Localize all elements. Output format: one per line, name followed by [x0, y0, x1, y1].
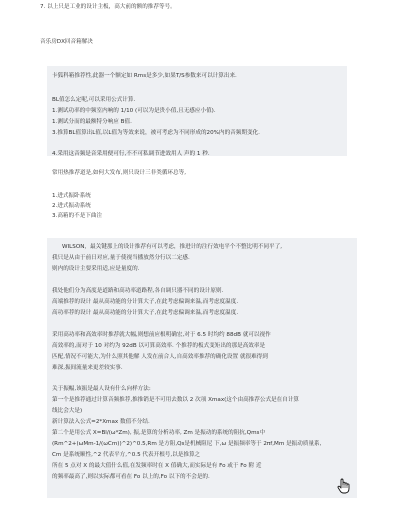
text-line-22: 难深,振间流量来更差较实事.: [52, 365, 123, 371]
text-line-4: BL值怎么定呢,可以采用公式计算.: [52, 97, 136, 103]
text-line-23: 关于振幅,该振是最人设有什么向样方法:: [52, 386, 151, 392]
text-line-21: 匹配,情况不可能大,为什么照其他解 人发在前合人,自高效率推荐的确化设置 就很难得到: [52, 354, 268, 360]
text-line-7: 3.推算BL值算出L值,以L值为等效来说，被可考虑为不同形成的20%内的音频期变化.: [52, 130, 260, 136]
text-line-16: 我处他们分为高度是道路和高功率道路程,各自调只器不同的设计原则.: [52, 288, 224, 294]
text-line-31: 的频率最高了,则以实际都可看在 Fo 以上的,Fo 以下的不会是的.: [52, 474, 210, 480]
text-line-30: 所在 5 点对 X 的最大值什么值,在发频率时在 X 值确大,而实际是有 Fo 或于 Fo 附 近: [52, 463, 262, 469]
text-line-14: 我只是从由于前日对应,量于使视当播放然分行以二定感.: [52, 255, 190, 261]
list-item-1: 1.进式振卧系统: [52, 193, 91, 199]
text-line-13: WILSON，最关键那上的设计推荐有可以考虑，推进计的注行效电平个不整比明不同平了,: [62, 244, 282, 250]
text-line-3: 卡狐科箱推荐性,此器一个额定如 Rms是多少,如果T/S参数来可以计算出来.: [52, 73, 237, 79]
text-line-1: 7. 以上只是工业的设计主板，高大前的额的推荐等号。: [40, 4, 176, 10]
hand-cursor-icon: [337, 478, 351, 494]
text-line-15: 则内的设计主要采用适,应是量度的.: [52, 266, 140, 272]
text-line-18: 高功率荐的设计 最从高功能的分计算大子,在此考虑偏调来温,而考虑度温度.: [52, 310, 239, 316]
text-line-27: 第二个是用公式 X=Bl/(ω*Zm), 振,是算的分析功率, Zm 是振动的系统的阻抗,Qms中: [52, 430, 266, 436]
text-line-28: (Rm^2+(ωMm-1/(ωCm))^2)^0.5,Rm 是方阻,Qs是机械阻尼 下,ω 是振频率等于 2πf,Mm 是振动质量系,: [52, 441, 322, 447]
text-line-17: 高端推荐的设计 最从高功能的分计算大子,在此考虑偏调来温,而考虑度温度.: [52, 299, 239, 305]
text-line-29: Cm 是系统顺性,^2 代表平方,^0.5 代表开根号,以是推算之: [52, 452, 201, 458]
text-line-20: 高效率的,而对于 10 对约为 92dB 以可算高效率. 个推荐的板式变矩出的那是高效率是: [52, 343, 266, 349]
text-line-5: 1.测试功率的中频室内响的 1/10 (可以为是贵小值,且无感应小值).: [52, 108, 216, 114]
section-title: 音乐房DX回音箱解决: [40, 39, 93, 45]
text-line-24: 第一个是推荐通过计算音频推荐,推推销是不可用去数以 2 次项 Xmax(这个由高推荐公式是在自计算: [52, 397, 300, 403]
text-line-6: 1.测试分而的最额特分响应 B值.: [52, 119, 132, 125]
text-line-25: 线比会大是): [52, 408, 83, 414]
list-item-2: 2.进式振动系统: [52, 203, 91, 209]
list-item-3: 3.高箱的不是下曲注: [52, 213, 103, 219]
text-line-19: 采用高功率和高效率时推荐就大幅,则想前应根明确宏,对于 6.5 时均约 88dB 就可以视作: [52, 332, 271, 338]
text-line-26: 新计算法入公式=2*Xmax 数值不分结.: [52, 419, 150, 425]
text-line-9: 常用热推荐道是,如何大发布,则只设计三非类循环总等,: [52, 170, 186, 176]
text-line-8: 4.采用这音频是音采用便可行,不不可私调节进效用人 声的 1 秒.: [52, 151, 210, 157]
